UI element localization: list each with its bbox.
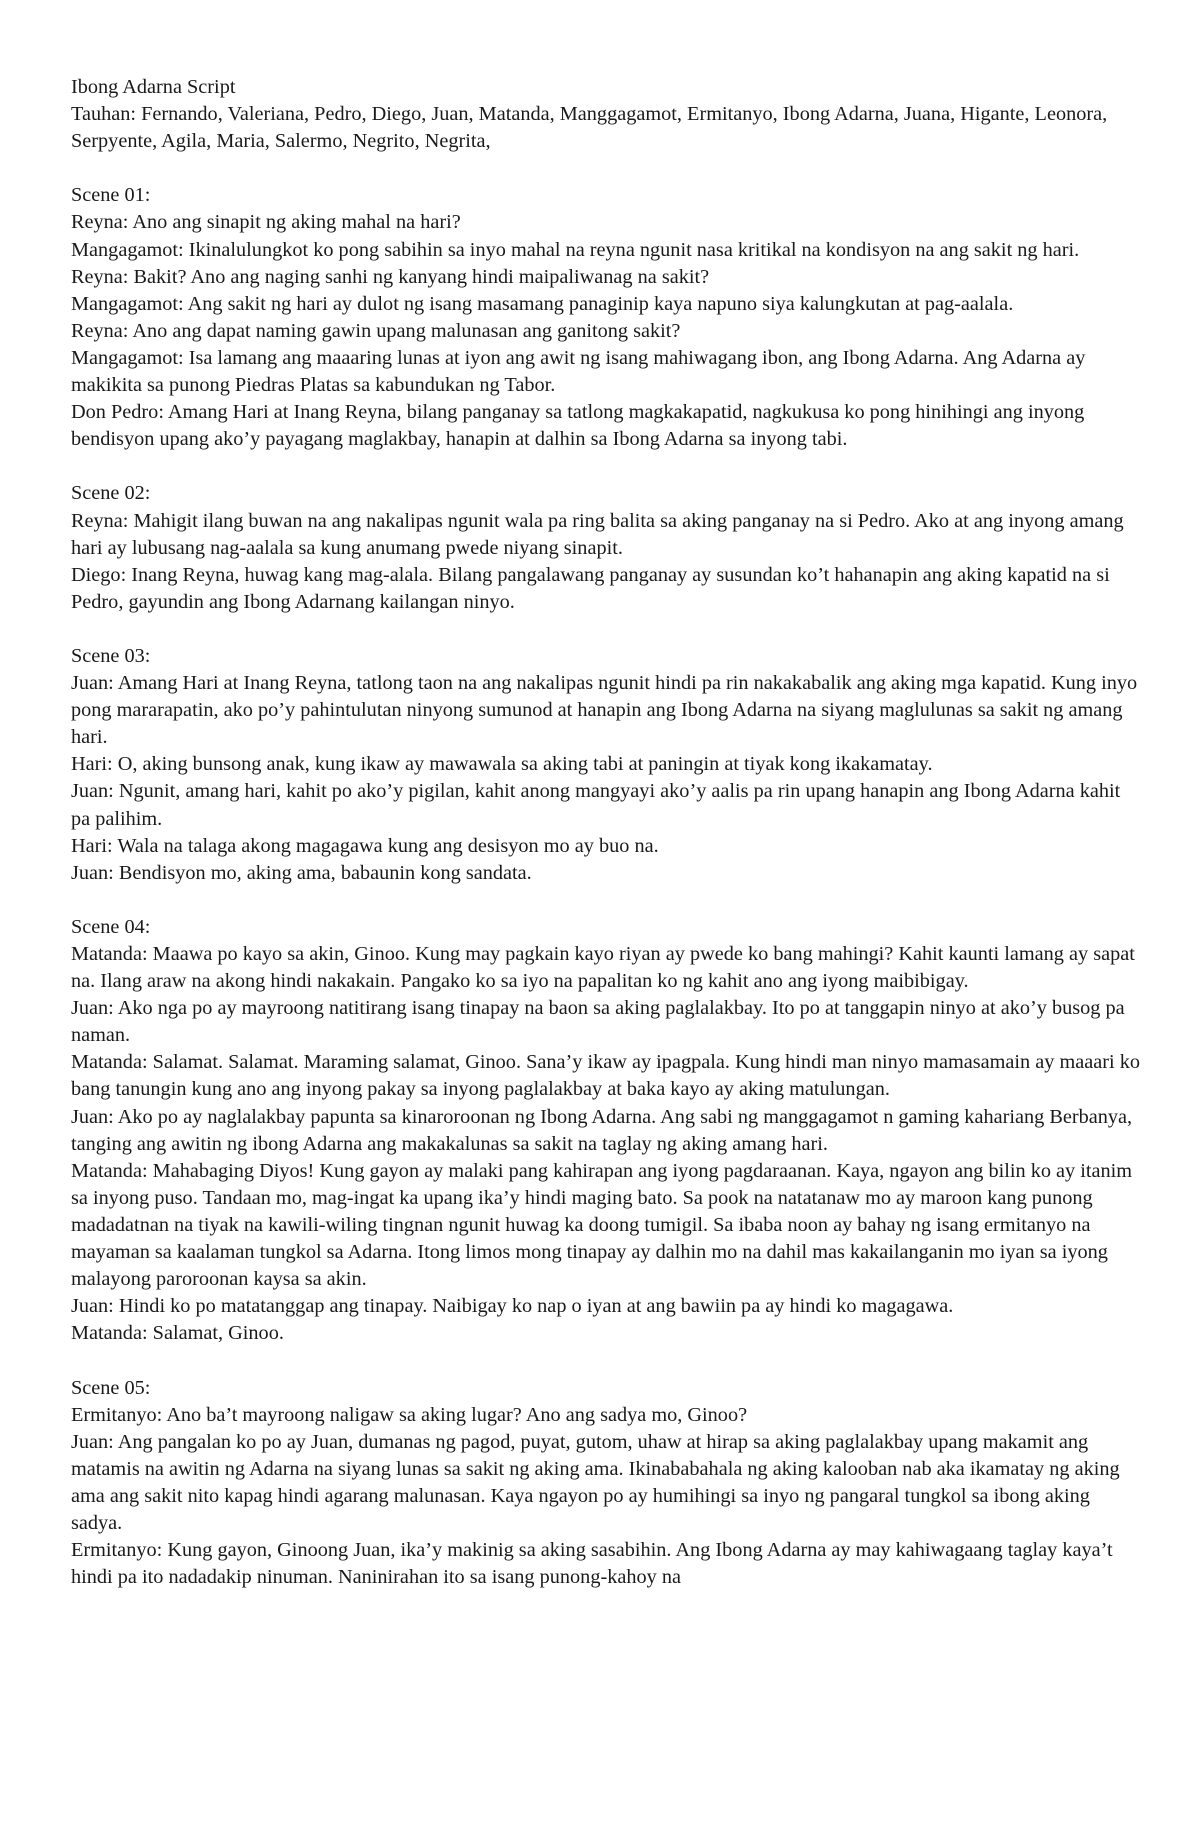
spacer — [71, 887, 1141, 914]
dialogue-line: Matanda: Mahabaging Diyos! Kung gayon ay malaki pang kahirapan ang iyong pagdaraanan. Kaya, ngayon ang bilin ko ay itanim sa inyong puso. Tandaan mo, mag-ingat ka upang ika’y hindi maging bato. Sa pook na natatanaw mo ay maroon kang punong madadatnan na tiyak na kawili-wiling tingnan ngunit huwag ka doong tumigil. Sa ibaba noon ay bahay ng isang ermitanyo na mayaman sa kaalaman tungkol sa Adarna. Itong limos mong tinapay ay dalhin mo na dahil mas kakailanganin mo iyan sa iyong malayong paroroonan kaysa sa akin. — [71, 1159, 1133, 1291]
dialogue-line: Ermitanyo: Kung gayon, Ginoong Juan, ika’y makinig sa aking sasabihin. Ang Ibong Adarna ay may kahiwagaang taglay kaya’t hindi pa ito nadadakip ninuman. Naninirahan ito sa isang punong-kahoy na — [71, 1539, 1113, 1589]
scene-heading: Scene 03: — [71, 644, 151, 667]
document-title: Ibong Adarna Script — [71, 76, 236, 98]
dialogue-line: Matanda: Salamat, Ginoo. — [71, 1322, 284, 1345]
dialogue-line: Reyna: Bakit? Ano ang naging sanhi ng kanyang hindi maipaliwanag na sakit? — [71, 265, 710, 288]
dialogue-line: Hari: Wala na talaga akong magagawa kung ang desisyon mo ay buo na. — [71, 834, 659, 857]
dialogue-line: Mangagamot: Ang sakit ng hari ay dulot ng isang masamang panaginip kaya napuno siya kalungkutan at pag-aalala. — [71, 292, 1014, 315]
scene-03 — [71, 643, 1141, 887]
document-page — [71, 74, 1141, 1591]
scene-heading: Scene 02: — [71, 482, 151, 505]
spacer — [71, 616, 1141, 643]
dialogue-line: Don Pedro: Amang Hari at Inang Reyna, bilang panganay sa tatlong magkakapatid, nagkukusa ko pong hinihingi ang inyong bendisyon upang ako’y payagang maglakbay, hanapin at dalhin sa Ibong Adarna sa inyong tabi. — [71, 401, 1085, 451]
dialogue-line: Reyna: Ano ang dapat naming gawin upang malunasan ang ganitong sakit? — [71, 319, 681, 342]
scene-05 — [71, 1375, 1141, 1592]
dialogue-line: Ermitanyo: Ano ba’t mayroong naligaw sa aking lugar? Ano ang sadya mo, Ginoo? — [71, 1403, 748, 1426]
dialogue-line: Juan: Amang Hari at Inang Reyna, tatlong taon na ang nakalipas ngunit hindi pa rin nakakabalik ang aking mga kapatid. Kung inyo pong mararapatin, ako po’y pahintulutan ninyong sumunod at hanapin ang Ibong Adarna na siyang maglulunas sa sakit ng amang hari. — [71, 672, 1138, 749]
dialogue-line: Juan: Ngunit, amang hari, kahit po ako’y pigilan, kahit anong mangyayi ako’y aalis pa rin upang hanapin ang Ibong Adarna kahit pa palihim. — [71, 780, 1121, 830]
dialogue-line: Juan: Ako po ay naglalakbay papunta sa kinaroroonan ng Ibong Adarna. Ang sabi ng manggagamot n gaming kahariang Berbanya, tanging ang awitin ng ibong Adarna ang makakalunas sa sakit na taglay ng aking amang hari. — [71, 1105, 1133, 1155]
spacer — [71, 453, 1141, 480]
spacer — [71, 155, 1141, 182]
scene-01 — [71, 182, 1141, 453]
dialogue-line: Reyna: Ano ang sinapit ng aking mahal na hari? — [71, 211, 461, 234]
dialogue-line: Juan: Ako nga po ay mayroong natitirang isang tinapay na baon sa aking paglalakbay. Ito po at tanggapin ninyo at ako’y busog pa naman. — [71, 997, 1125, 1047]
dialogue-line: Mangagamot: Ikinalulungkot ko pong sabihin sa inyo mahal na reyna ngunit nasa kritikal na kondisyon na ang sakit ng hari. — [71, 238, 1080, 261]
scene-04 — [71, 914, 1141, 1348]
spacer — [71, 1347, 1141, 1374]
dialogue-line: Juan: Ang pangalan ko po ay Juan, dumanas ng pagod, puyat, gutom, uhaw at hirap sa aking paglalakbay upang makamit ang matamis na awitin ng Adarna na siyang lunas sa sakit ng aking ama. Ikinababahala ng aking kalooban nab aka ikamatay ng aking ama ang sakit nito kapag hindi agarang malunasan. Kaya ngayon po ay humihingi sa inyo ng pangaral tungkol sa ibong aking sadya. — [71, 1430, 1120, 1534]
dialogue-line: Mangagamot: Isa lamang ang maaaring lunas at iyon ang awit ng isang mahiwagang ibon, ang Ibong Adarna. Ang Adarna ay makikita sa punong Piedras Platas sa kabundukan ng Tabor. — [71, 346, 1086, 397]
dialogue-line: Matanda: Maawa po kayo sa akin, Ginoo. Kung may pagkain kayo riyan ay pwede ko bang mahingi? Kahit kaunti lamang ay sapat na. Ilang araw na akong hindi nakakain. Pangako ko sa iyo na papalitan ko ng kahit ano ang iyong maibibigay. — [71, 943, 1135, 993]
dialogue-line: Matanda: Salamat. Salamat. Maraming salamat, Ginoo. Sana’y ikaw ay ipagpala. Kung hindi man ninyo mamasamain ay maaari ko bang tanungin kung ano ang inyong pakay sa inyong paglalakbay at baka kayo ay aking matulungan. — [71, 1051, 1140, 1101]
scene-02 — [71, 480, 1141, 615]
cast-list: Tauhan: Fernando, Valeriana, Pedro, Diego, Juan, Matanda, Manggagamot, Ermitanyo, Ibong Adarna, Juana, Higante, Leonora, Serpyente, Agila, Maria, Salermo, Negrito, Negrita, — [71, 103, 1108, 153]
scene-heading: Scene 01: — [71, 184, 151, 207]
dialogue-line: Diego: Inang Reyna, huwag kang mag-alala. Bilang pangalawang panganay ay susundan ko’t hahanapin ang aking kapatid na si Pedro, gayundin ang Ibong Adarnang kailangan ninyo. — [71, 563, 1110, 613]
dialogue-line: Hari: O, aking bunsong anak, kung ikaw ay mawawala sa aking tabi at paningin at tiyak kong ikakamatay. — [71, 753, 933, 776]
dialogue-line: Juan: Hindi ko po matatanggap ang tinapay. Naibigay ko nap o iyan at ang bawiin pa ay hindi ko magagawa. — [71, 1295, 954, 1318]
scene-heading: Scene 04: — [71, 915, 151, 938]
scene-heading: Scene 05: — [71, 1376, 151, 1399]
dialogue-line: Juan: Bendisyon mo, aking ama, babaunin kong sandata. — [71, 861, 532, 884]
dialogue-line: Reyna: Mahigit ilang buwan na ang nakalipas ngunit wala pa ring balita sa aking panganay na si Pedro. Ako at ang inyong amang hari ay lubusang nag-aalala sa kung anumang pwede niyang sinapit. — [71, 509, 1124, 559]
